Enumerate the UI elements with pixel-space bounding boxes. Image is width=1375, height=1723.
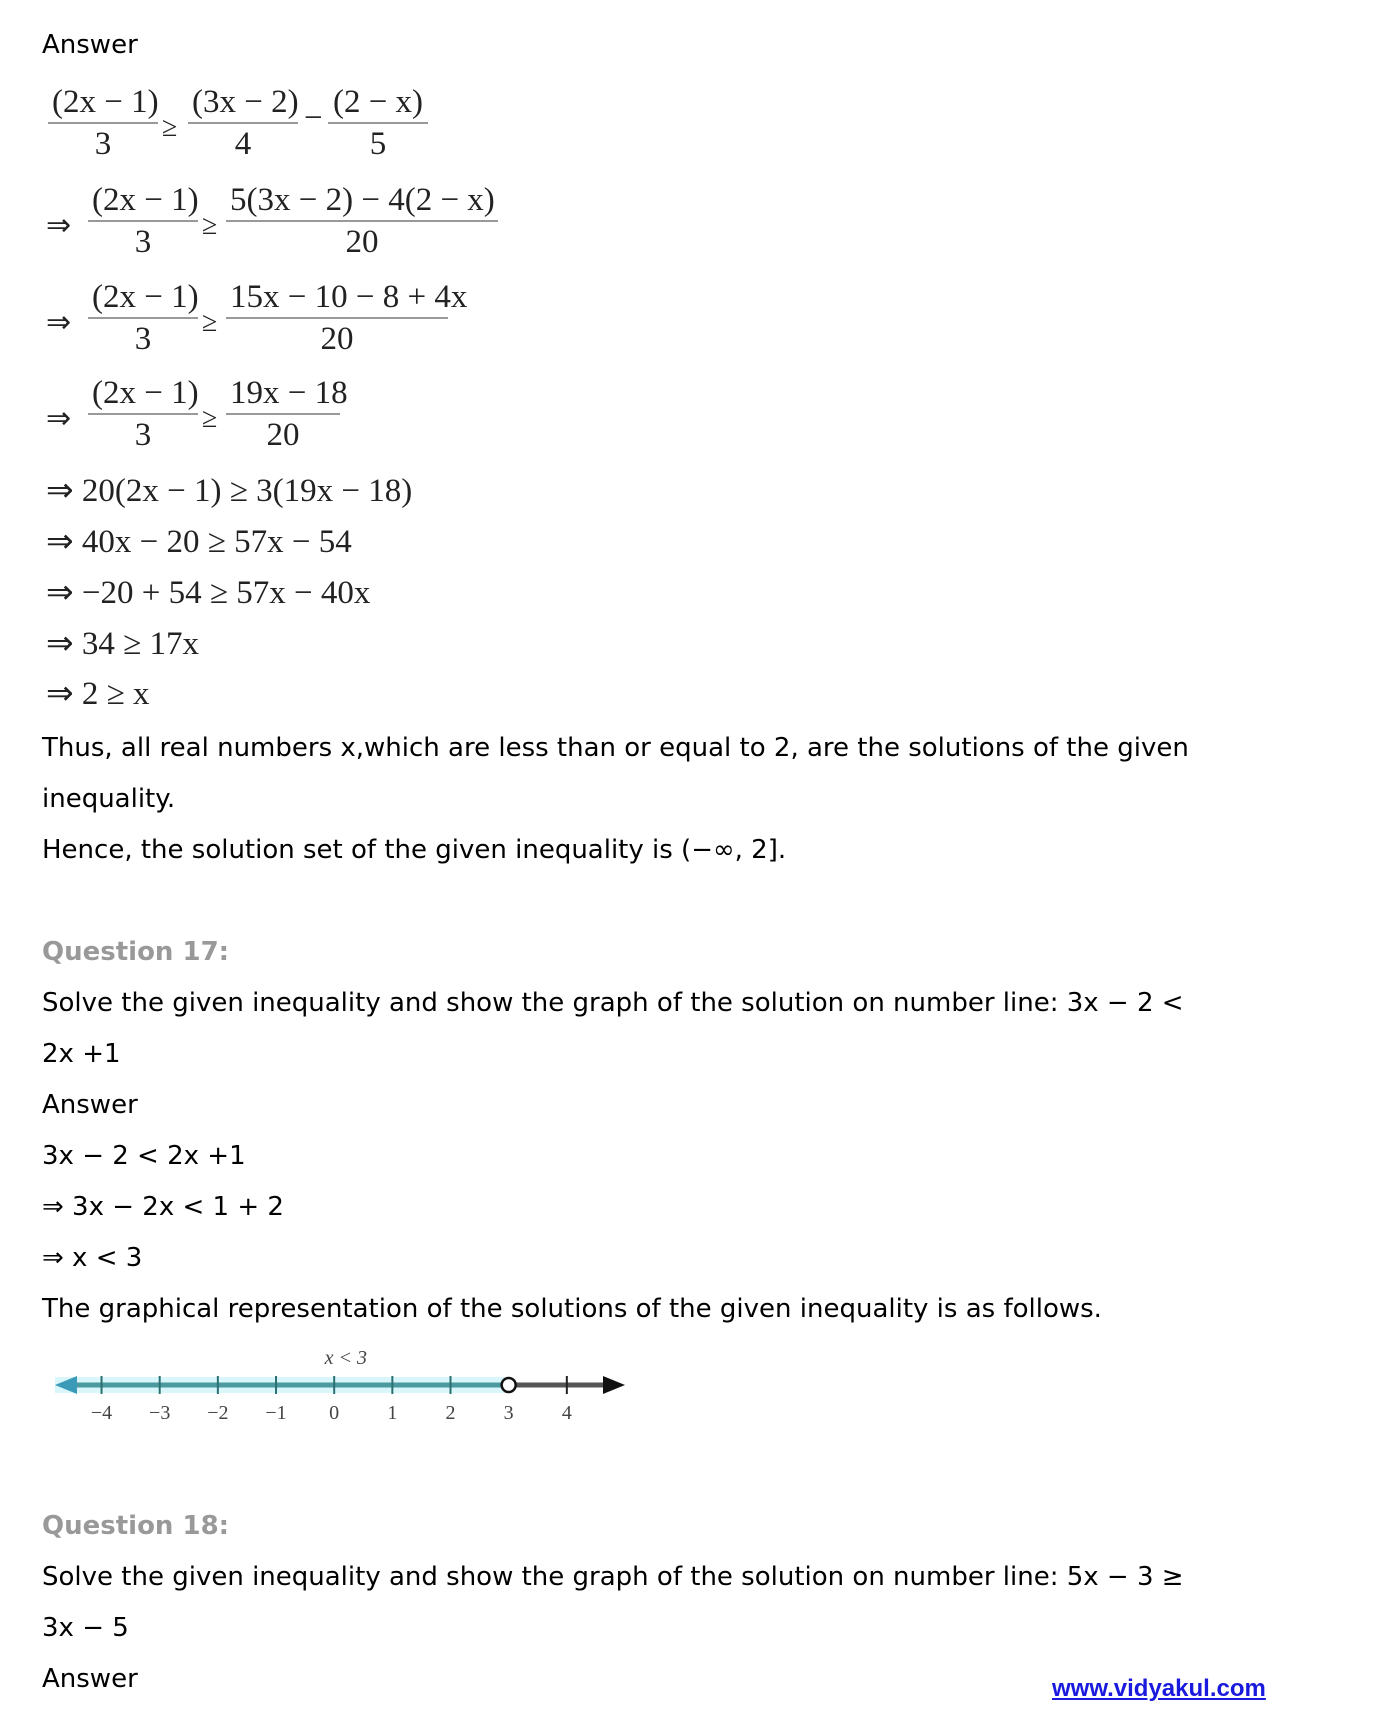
fraction [226, 277, 468, 359]
question-18-prompt-line-2: 3x − 5 [42, 1613, 129, 1643]
right-arrow-icon [603, 1376, 625, 1394]
operator: − [304, 100, 323, 136]
tick-label: 3 [503, 1402, 514, 1424]
fraction [88, 277, 198, 359]
numerator: 19x − 18 [226, 373, 340, 415]
fraction [226, 180, 498, 262]
question-17-step-1: 3x − 2 < 2x +1 [42, 1141, 246, 1171]
question-17-answer-label: Answer [42, 1090, 138, 1120]
numerator: (2x − 1) [48, 82, 158, 124]
numerator: 5(3x − 2) − 4(2 − x) [226, 180, 498, 222]
question-17-prompt-line-1: Solve the given inequality and show the graph of the solution on number line: 3x − 2 < [42, 988, 1184, 1018]
relation-symbol: ≥ [162, 112, 178, 143]
denominator: 3 [134, 417, 152, 453]
conclusion-line-1: Thus, all real numbers x,which are less than or equal to 2, are the solutions of the given [42, 733, 1189, 763]
step-6: ⇒ 40x − 20 ≥ 57x − 54 [46, 524, 352, 560]
question-17-step-3: ⇒ x < 3 [42, 1243, 143, 1273]
implies-icon: ⇒ [46, 401, 72, 436]
question-17-step-2: ⇒ 3x − 2x < 1 + 2 [42, 1192, 284, 1222]
tick-label: −3 [149, 1402, 171, 1424]
tick-label: −2 [207, 1402, 229, 1424]
tick-label: −4 [90, 1402, 113, 1424]
numerator: (2 − x) [328, 82, 428, 124]
numerator: (3x − 2) [188, 82, 298, 124]
answer-label: Answer [42, 30, 138, 60]
step-7: ⇒ −20 + 54 ≥ 57x − 40x [46, 575, 371, 611]
numerator: (2x − 1) [88, 180, 198, 222]
numerator: (2x − 1) [88, 373, 198, 415]
question-18-answer-label: Answer [42, 1664, 138, 1694]
tick-label: 0 [329, 1402, 340, 1424]
question-18-prompt-line-1: Solve the given inequality and show the graph of the solution on number line: 5x − 3 ≥ [42, 1562, 1184, 1592]
tick-label: 4 [561, 1402, 572, 1424]
denominator: 3 [134, 321, 152, 357]
number-line-title: x < 3 [324, 1350, 368, 1369]
tick-label: 1 [387, 1402, 398, 1424]
relation-symbol: ≥ [202, 403, 218, 434]
denominator: 3 [94, 126, 112, 162]
fraction [88, 180, 198, 262]
question-17-prompt-line-2: 2x +1 [42, 1039, 121, 1069]
fraction [328, 82, 428, 164]
denominator: 5 [369, 126, 387, 162]
number-line-graph [40, 1350, 640, 1430]
fraction [188, 82, 298, 164]
fraction [226, 373, 348, 455]
fraction [88, 373, 198, 455]
open-endpoint-circle [502, 1378, 516, 1392]
tick-label: −1 [265, 1402, 287, 1424]
denominator: 20 [320, 321, 354, 357]
conclusion-line-2: inequality. [42, 784, 176, 814]
denominator: 20 [345, 224, 379, 260]
denominator: 3 [134, 224, 152, 260]
numerator: 15x − 10 − 8 + 4x [226, 277, 448, 319]
vidyakul-website-link[interactable]: www.vidyakul.com [1052, 1675, 1266, 1702]
step-9: ⇒ 2 ≥ x [46, 676, 150, 712]
fraction [48, 82, 158, 164]
question-18-title: Question 18: [42, 1511, 230, 1541]
question-17-graph-intro: The graphical representation of the solutions of the given inequality is as follows. [42, 1294, 1102, 1324]
implies-icon: ⇒ [46, 208, 72, 243]
step-5: ⇒ 20(2x − 1) ≥ 3(19x − 18) [46, 473, 413, 509]
numerator: (2x − 1) [88, 277, 198, 319]
denominator: 4 [234, 126, 252, 162]
denominator: 20 [266, 417, 300, 453]
step-8: ⇒ 34 ≥ 17x [46, 626, 200, 662]
implies-icon: ⇒ [46, 305, 72, 340]
question-17-title: Question 17: [42, 937, 230, 967]
conclusion-line-3: Hence, the solution set of the given inequality is (−∞, 2]. [42, 835, 787, 865]
tick-label: 2 [445, 1402, 456, 1424]
relation-symbol: ≥ [202, 210, 218, 241]
relation-symbol: ≥ [202, 307, 218, 338]
